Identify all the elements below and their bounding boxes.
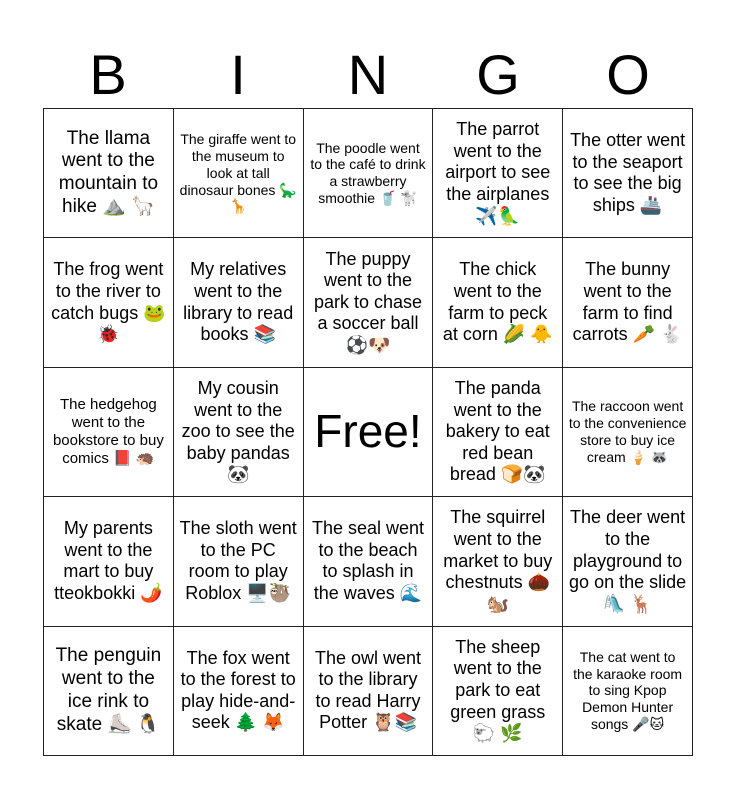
cell-text: The raccoon went to the convenience store to buy ice cream 🍦 🦝 xyxy=(568,398,687,465)
header-letter-i: I xyxy=(230,43,246,106)
bingo-cell[interactable] xyxy=(433,109,563,238)
cell-text: The puppy went to the park to chase a soccer ball ⚽🐶 xyxy=(313,248,423,355)
cell-text: The panda went to the bakery to eat red bean bread 🍞🐼 xyxy=(445,378,550,485)
bingo-cell[interactable] xyxy=(174,497,304,626)
cell-text: The sloth went to the PC room to play Roblox 🖥️🦥 xyxy=(179,518,297,603)
bingo-cell[interactable] xyxy=(563,238,693,367)
cell-text: My relatives went to the library to read books 📚 xyxy=(183,259,294,345)
cell-text: The squirrel went to the market to buy chestnuts 🌰 🐿️ xyxy=(443,507,553,614)
bingo-cell[interactable] xyxy=(433,238,563,367)
header-letter-b: B xyxy=(89,43,127,106)
cell-text: The otter went to the seaport to see the big ships 🚢 xyxy=(570,130,686,215)
cell-text: The poodle went to the café to drink a strawberry smoothie 🥤 🐩 xyxy=(310,139,426,206)
bingo-cell[interactable] xyxy=(433,368,563,497)
bingo-cell[interactable] xyxy=(304,497,434,626)
bingo-cell[interactable] xyxy=(433,497,563,626)
cell-text: The sheep went to the park to eat green grass 🐑 🌿 xyxy=(450,636,546,744)
cell-text: The llama went to the mountain to hike ⛰️ 🦙 xyxy=(58,127,159,217)
cell-text: The owl went to the library to read Harry Potter 🦉📚 xyxy=(314,647,422,733)
bingo-cell[interactable] xyxy=(304,109,434,238)
cell-text: The cat went to the karaoke room to sing Kpop Demon Hunter songs 🎤🐱 xyxy=(573,648,683,732)
bingo-cell[interactable] xyxy=(563,627,693,756)
bingo-cell[interactable] xyxy=(563,109,693,238)
cell-text: The hedgehog went to the bookstore to buy comics 📕 🦔 xyxy=(52,395,164,467)
cell-text: The chick went to the farm to peck at corn 🌽 🐥 xyxy=(442,259,553,345)
bingo-cell[interactable] xyxy=(174,238,304,367)
cell-text: The giraffe went to the museum to look at tall dinosaur bones 🦕 🦒 xyxy=(179,131,297,215)
bingo-cell[interactable] xyxy=(44,238,174,367)
header-letter-g: G xyxy=(476,43,520,106)
bingo-cell[interactable] xyxy=(174,109,304,238)
bingo-cell[interactable] xyxy=(44,368,174,497)
cell-text: The frog went to the river to catch bugs 🐸 🐞 xyxy=(51,259,166,345)
cell-text: The bunny went to the farm to find carrots 🥕 🐇 xyxy=(572,259,683,345)
cell-text: The fox went to the forest to play hide-and-seek 🌲 🦊 xyxy=(180,647,296,733)
bingo-cell[interactable] xyxy=(563,368,693,497)
cell-text: My cousin went to the zoo to see the baby pandas 🐼 xyxy=(181,378,295,485)
bingo-cell[interactable] xyxy=(174,627,304,756)
cell-text: My parents went to the mart to buy tteokbokki 🌶️ xyxy=(54,518,163,603)
bingo-header xyxy=(43,40,693,110)
bingo-cell[interactable] xyxy=(44,627,174,756)
cell-text: The parrot went to the airport to see the airplanes ✈️🦜 xyxy=(445,119,551,226)
bingo-cell[interactable] xyxy=(174,368,304,497)
free-space-label: Free! xyxy=(314,405,422,458)
bingo-cell[interactable] xyxy=(44,497,174,626)
cell-text: The penguin went to the ice rink to skate ⛸️ 🐧 xyxy=(55,645,162,735)
cell-text: The deer went to the playground to go on the slide 🛝 🦌 xyxy=(569,507,687,614)
cell-text: The seal went to the beach to splash in the waves 🌊 xyxy=(311,518,425,603)
free-space[interactable] xyxy=(304,368,434,497)
header-letter-n: N xyxy=(347,43,389,106)
header-letter-o: O xyxy=(606,43,650,106)
bingo-board xyxy=(43,108,693,756)
bingo-cell[interactable] xyxy=(304,627,434,756)
bingo-cell[interactable] xyxy=(563,497,693,626)
bingo-cell[interactable] xyxy=(433,627,563,756)
bingo-cell[interactable] xyxy=(304,238,434,367)
bingo-cell[interactable] xyxy=(44,109,174,238)
